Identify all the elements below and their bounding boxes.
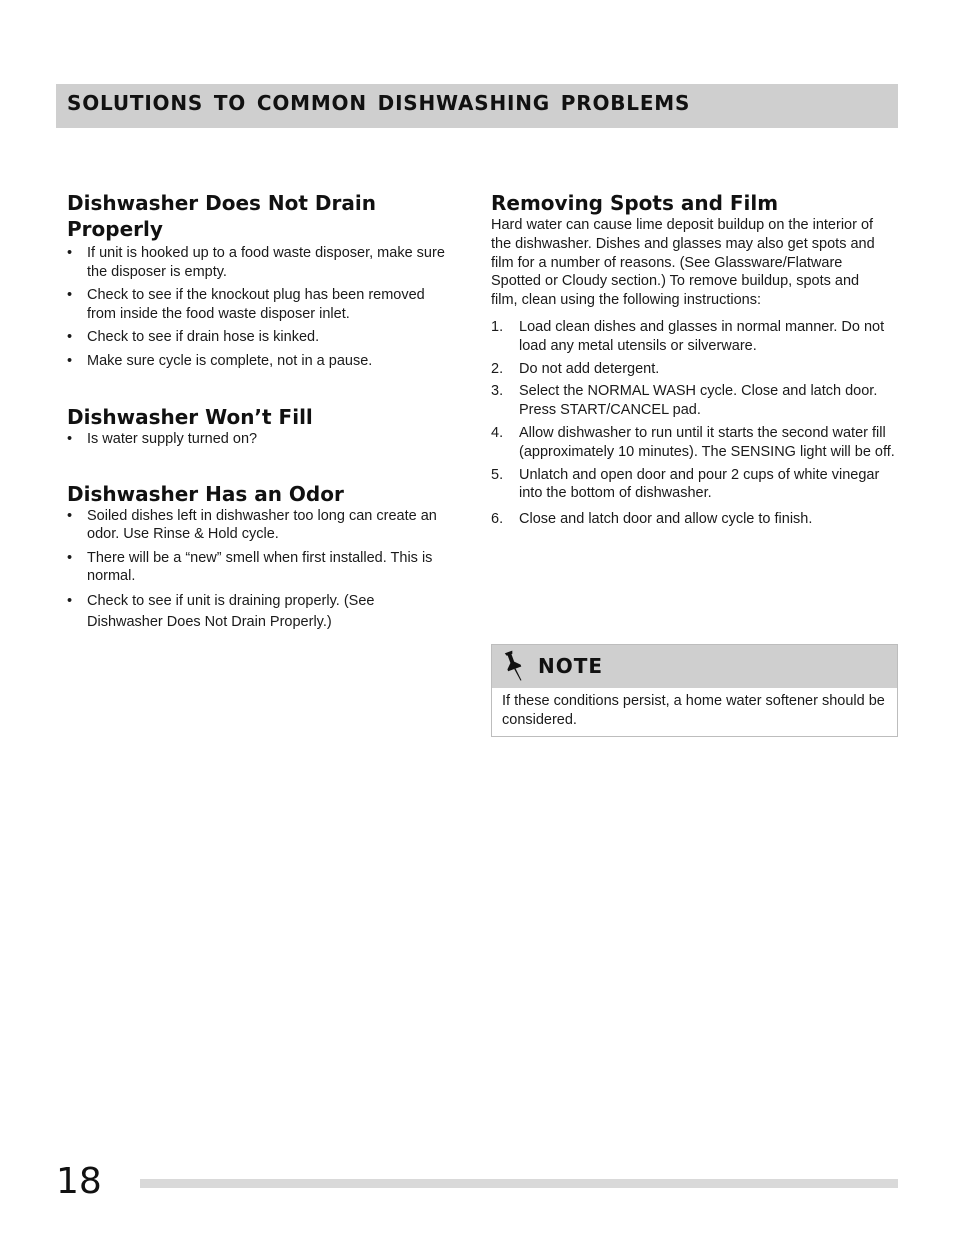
note-text: If these conditions persist, a home water softener should be considered.: [502, 693, 885, 728]
footer-rule: [140, 1179, 898, 1188]
bullet-icon: •: [67, 549, 73, 566]
left-column: [67, 190, 452, 638]
bullet-list-wont-fill: [67, 430, 452, 449]
bullet-icon: •: [67, 592, 73, 609]
section-heading-wont-fill: Dishwasher Won’t Fill: [67, 405, 313, 429]
note-box: [491, 644, 898, 737]
section-odor: [67, 481, 452, 633]
right-column: [491, 190, 898, 533]
step-number: 6.: [491, 511, 504, 528]
step-number: 3.: [491, 383, 504, 400]
step-text: Allow dishwasher to run until it starts the second water fill (approximately 10 minutes). The SENSING light will be off.: [519, 424, 895, 460]
list-item: [491, 466, 898, 504]
bullet-icon: •: [67, 431, 73, 447]
step-text: Do not add detergent.: [519, 360, 660, 377]
note-header: [492, 645, 897, 688]
step-number: 2.: [491, 360, 504, 377]
list-item: • There will be a “new” smell when first installed. This is normal.: [67, 549, 433, 584]
list-item: [491, 360, 898, 379]
list-item: [491, 510, 898, 529]
list-item: • If unit is hooked up to a food waste disposer, make sure the disposer is empty.: [67, 245, 445, 280]
list-item: • Check to see if the knockout plug has been removed from inside the food waste disposer inlet.: [67, 287, 425, 322]
bullet-icon: •: [67, 352, 73, 369]
step-text: Select the NORMAL WASH cycle. Close and latch door. Press START/CANCEL pad.: [519, 383, 878, 419]
section-not-drain: [67, 190, 452, 370]
section-heading-not-drain: Dishwasher Does Not Drain Properly: [67, 191, 376, 241]
list-item: • Check to see if drain hose is kinked.: [67, 329, 320, 345]
pushpin-icon: [504, 650, 526, 684]
list-item: • Soiled dishes left in dishwasher too long can create an odor. Use Rinse & Hold cycle.: [67, 507, 437, 542]
bullet-list-odor: [67, 507, 452, 633]
bullet-icon: •: [67, 507, 73, 524]
step-number: 1.: [491, 318, 504, 335]
instruction-steps: [491, 318, 898, 529]
page-number: 18: [56, 1161, 102, 1202]
list-item: [491, 382, 898, 420]
section-heading-odor: Dishwasher Has an Odor: [67, 481, 344, 506]
bullet-list-not-drain: [67, 244, 452, 370]
step-number: 5.: [491, 466, 504, 483]
section-header-bar: [56, 84, 898, 128]
intro-paragraph: Hard water can cause lime deposit buildup on the interior of the dishwasher. Dishes and glasses may also get spots and film for a number of reasons. (See Glassware/Flatware Spotted or Cloudy section.) To remove buildup, spots and film, clean using the following instructions:: [491, 217, 875, 309]
list-item: • Make sure cycle is complete, not in a pause.: [67, 352, 373, 369]
list-item: • Check to see if unit is draining properly. (See Dishwasher Does Not Drain Properly.): [67, 592, 375, 630]
bullet-icon: •: [67, 329, 73, 345]
step-text: Load clean dishes and glasses in normal manner. Do not load any metal utensils or silverware.: [519, 318, 885, 354]
note-title: NOTE: [538, 654, 604, 678]
page-title: SOLUTIONS TO COMMON DISHWASHING PROBLEMS: [67, 91, 691, 115]
step-text: Close and latch door and allow cycle to finish.: [519, 511, 813, 528]
bullet-icon: •: [67, 287, 73, 303]
list-item: [491, 318, 898, 356]
bullet-icon: •: [67, 245, 73, 261]
step-text: Unlatch and open door and pour 2 cups of white vinegar into the bottom of dishwasher.: [519, 466, 880, 502]
list-item: [491, 424, 898, 462]
section-heading-spots-film: Removing Spots and Film: [491, 191, 779, 215]
section-wont-fill: [67, 404, 452, 449]
step-number: 4.: [491, 424, 504, 441]
list-item: • Is water supply turned on?: [67, 431, 258, 447]
